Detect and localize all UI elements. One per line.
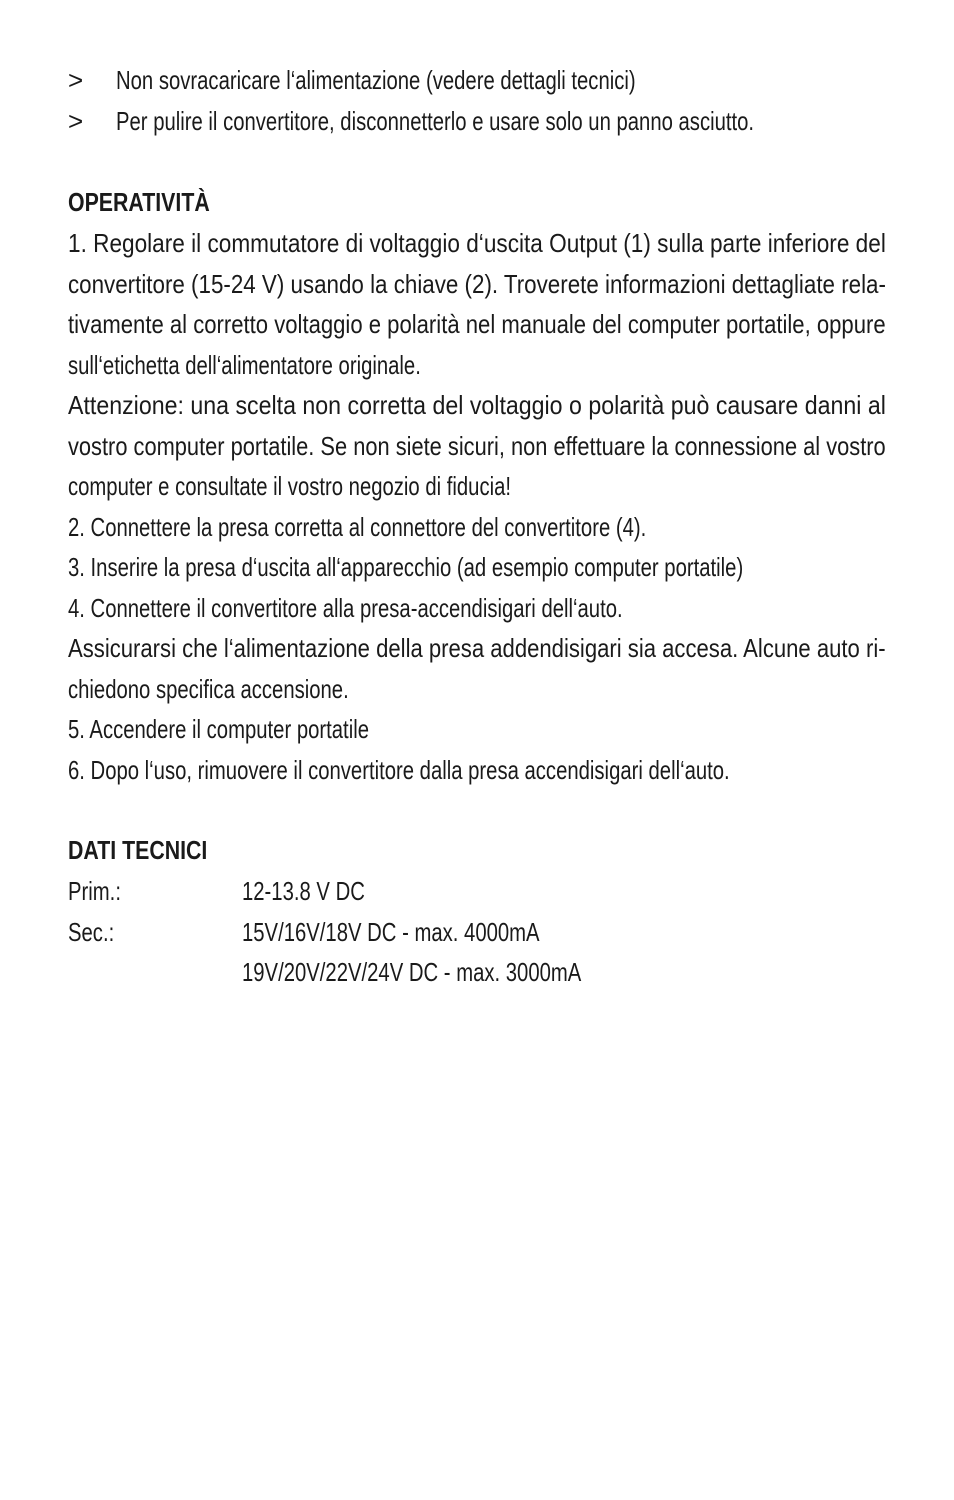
text-line (68, 385, 886, 426)
spec-label: Prim.: (68, 876, 121, 906)
bullet-marker: > (68, 106, 84, 136)
spec-value: 19V/20V/22V/24V DC - max. 3000mA (242, 957, 582, 987)
spec-row (68, 952, 886, 993)
text-line (68, 223, 886, 264)
text-line-content: 5. Accendere il computer portatile (68, 714, 369, 744)
warning-item (68, 60, 886, 101)
text-line-content: 3. Inserire la presa d‘uscita all‘apparecchio (ad esempio computer portatile) (68, 552, 744, 582)
text-line (68, 588, 886, 629)
warning-text: Per pulire il convertitore, disconnetterlo e usare solo un panno asciutto. (116, 106, 755, 136)
operation-heading-text: OPERATIVITÀ (68, 187, 210, 217)
text-line (68, 426, 886, 467)
spec-value: 15V/16V/18V DC - max. 4000mA (242, 916, 540, 947)
bullet-marker: > (68, 65, 84, 95)
text-line-content: vostro computer portatile. Se non siete sicuri, non effettuare la connessione al vostro (68, 430, 886, 461)
text-line-content: 1. Regolare il commutatore di voltaggio d‘uscita Output (1) sulla parte inferiore del (68, 228, 886, 258)
text-line (68, 507, 886, 548)
text-line (68, 345, 886, 386)
warning-text: Non sovracaricare l‘alimentazione (vedere dettagli tecnici) (116, 65, 636, 95)
text-line (68, 547, 886, 588)
spec-row (68, 912, 886, 953)
text-line (68, 669, 886, 710)
text-line (68, 709, 886, 750)
text-line-content: 2. Connettere la presa corretta al connettore del convertitore (4). (68, 511, 647, 542)
technical-heading (68, 830, 886, 871)
spec-value: 12-13.8 V DC (242, 876, 365, 906)
text-line-content: 6. Dopo l‘uso, rimuovere il convertitore dalla presa accendisigari dell‘auto. (68, 754, 730, 785)
text-line-content: Assicurarsi che l‘alimentazione della presa addendisigari sia accesa. Alcune auto ri- (68, 633, 886, 663)
text-line (68, 304, 886, 345)
text-line (68, 628, 886, 669)
text-line-content: Attenzione: una scelta non corretta del voltaggio o polarità può causare danni al (68, 390, 886, 420)
text-line-content: tivamente al corretto voltaggio e polarità nel manuale del computer portatile, oppure (68, 309, 886, 339)
operation-heading (68, 182, 886, 223)
text-line-content: chiedono specifica accensione. (68, 673, 349, 704)
text-line-content: computer e consultate il vostro negozio di fiducia! (68, 471, 512, 501)
warning-item (68, 101, 886, 142)
operation-body (68, 223, 886, 790)
text-line-content: convertitore (15-24 V) usando la chiave (2). Troverete informazioni dettagliate rela- (68, 268, 886, 299)
spec-label: Sec.: (68, 916, 115, 947)
text-line-content: 4. Connettere il convertitore alla presa-accendisigari dell‘auto. (68, 592, 623, 623)
warning-list (68, 60, 886, 142)
text-line (68, 466, 886, 507)
manual-page (68, 60, 886, 993)
text-line (68, 750, 886, 791)
technical-specs (68, 871, 886, 993)
text-line (68, 264, 886, 305)
technical-heading-text: DATI TECNICI (68, 835, 208, 865)
spec-row (68, 871, 886, 912)
text-line-content: sull‘etichetta dell‘alimentatore originale. (68, 349, 421, 380)
